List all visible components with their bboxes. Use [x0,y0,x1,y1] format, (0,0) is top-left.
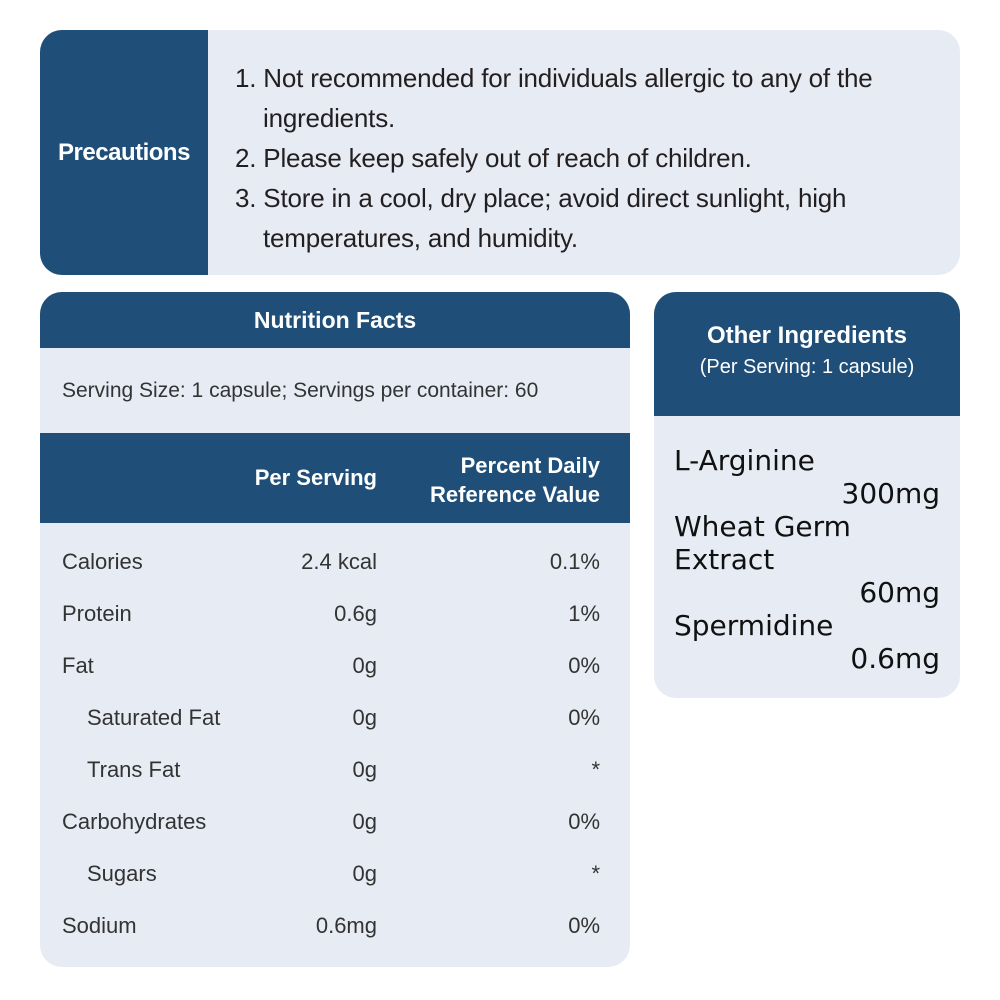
other-title: Other Ingredients [706,322,908,349]
precautions-panel [40,30,960,275]
per-serving-value: 0g [352,705,377,730]
nutrient-label: Carbohydrates [62,809,207,834]
pdrv-header: Percent Daily Reference Value [430,453,600,507]
per-serving-value: 2.4 kcal [301,549,377,574]
table-row [40,689,630,741]
ingredient-amount: 60mg [859,576,940,609]
nutrition-title: Nutrition Facts [40,292,630,348]
per-serving-value: 0g [352,861,377,886]
serving-size: Serving Size: 1 capsule; Servings per container: 60 [62,378,539,402]
nutrient-label: Fat [62,653,94,678]
table-row [40,793,630,845]
nutrient-label: Protein [62,601,132,626]
ingredient-item [674,609,940,675]
pdrv-value: 1% [568,601,600,626]
nutrient-label: Sodium [62,913,137,938]
ingredient-name: Spermidine [674,609,834,642]
ingredient-list [654,416,960,675]
table-row [40,533,630,585]
other-ingredients-panel [654,292,960,698]
pdrv-value: * [591,861,600,886]
nutrient-label: Sugars [87,861,157,886]
nutrition-facts-panel [40,292,630,967]
pdrv-value: 0% [568,809,600,834]
table-row [40,741,630,793]
nutrient-label: Trans Fat [87,757,181,782]
pdrv-value: 0% [568,705,600,730]
ingredient-name: Wheat Germ Extract [674,510,851,576]
nutrient-label: Calories [62,549,143,574]
other-subtitle: (Per Serving: 1 capsule) [699,356,915,378]
pdrv-value: * [591,757,600,782]
table-row [40,897,630,949]
pdrv-value: 0.1% [549,549,600,574]
per-serving-value: 0.6g [334,601,377,626]
precaution-item: 3. Store in a cool, dry place; avoid direct sunlight, high temperatures, and humidity. [235,183,847,253]
ingredient-item [674,510,940,609]
nutrient-label: Saturated Fat [87,705,221,730]
table-row [40,845,630,897]
per-serving-value: 0g [352,757,377,782]
precautions-list [235,58,960,258]
per-serving-header: Per Serving [254,465,377,490]
ingredient-amount: 300mg [841,477,940,510]
ingredient-name: L-Arginine [674,444,815,477]
ingredient-item [674,444,940,510]
table-row [40,637,630,689]
nutrition-rows [40,523,630,949]
precaution-item: 1. Not recommended for individuals allergic to any of the ingredients. [235,63,873,133]
per-serving-value: 0g [352,809,377,834]
per-serving-value: 0g [352,653,377,678]
precautions-title: Precautions [40,30,208,275]
precaution-item: 2. Please keep safely out of reach of children. [235,143,752,173]
pdrv-value: 0% [568,653,600,678]
pdrv-value: 0% [568,913,600,938]
other-header [654,292,960,416]
table-row [40,585,630,637]
ingredient-amount: 0.6mg [850,642,940,675]
per-serving-value: 0.6mg [315,913,377,938]
table-header [40,433,630,523]
